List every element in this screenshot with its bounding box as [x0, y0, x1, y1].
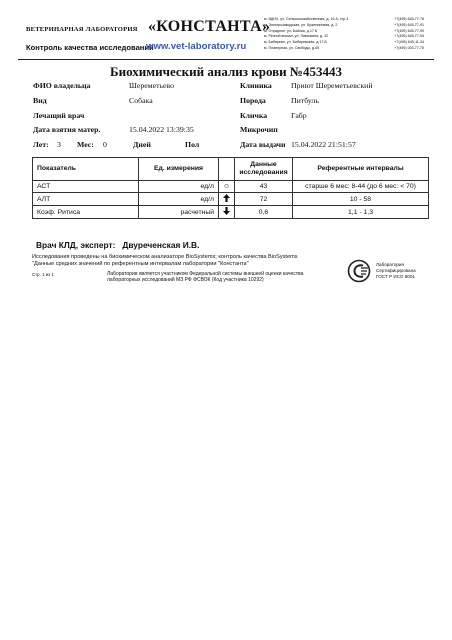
arrow-down-icon	[219, 206, 235, 219]
unit-cell: расчетный	[139, 206, 219, 219]
breed-label: Порода	[240, 96, 266, 105]
report-title: Биохимический анализ крови №453443	[110, 64, 342, 79]
reference-cell: старше 6 мес: 8-44 (до 6 мес: < 70)	[293, 181, 429, 193]
owner-label: ФИО владельца	[33, 81, 91, 90]
species-value: Собака	[129, 96, 153, 105]
lab-website-link[interactable]: www.vet-laboratory.ru	[146, 41, 247, 52]
header-divider	[18, 59, 434, 60]
note-line: лабораторных исследований МЗ РФ ФСВОК (Код участника 10292)	[107, 277, 264, 284]
indicator-name: Коэф. Ритиса	[33, 206, 139, 219]
doctor-name: Двуреченская И.В.	[122, 240, 200, 250]
nickname-value: Габр	[291, 111, 307, 120]
issue-date-value: 15.04.2022 21:51:57	[291, 140, 356, 149]
breed-value: Питбуль	[291, 96, 319, 105]
microchip-label: Микрочип	[240, 125, 278, 134]
sample-date-value: 15.04.2022 13:39:35	[129, 125, 194, 134]
reference-cell: 10 - 58	[293, 193, 429, 206]
nickname-label: Кличка	[240, 111, 268, 120]
results-table	[32, 157, 429, 219]
certification-text	[376, 262, 436, 280]
years-label: Лет:	[33, 140, 49, 149]
column-header: Ед. измерения	[139, 158, 219, 181]
value-cell: 0,6	[235, 206, 293, 219]
doctor-label: Врач КЛД, эксперт:	[36, 240, 116, 250]
phone-text: +7(495) 003-77-75	[394, 45, 424, 50]
cert-line: Сертифицирована	[376, 268, 416, 273]
table-row	[33, 181, 429, 193]
indicator-name: АЛТ	[33, 193, 139, 206]
smiley-icon: ☺	[219, 181, 235, 193]
address-text: м. ВДНХ, ул. Сельскохозяйственная, д. 16 А, стр.3	[264, 17, 349, 21]
arrow-up-icon	[219, 193, 235, 206]
fsvok-note	[107, 271, 347, 284]
certification-logo-icon	[346, 259, 374, 283]
column-header: Данные исследования	[235, 158, 293, 181]
cert-line: Лаборатория	[376, 262, 404, 267]
address-text: м. Речной вокзал, ул. Лавочкина, д. 32	[264, 34, 329, 39]
column-header: Показатель	[33, 158, 139, 181]
column-header: Референтные интервалы	[293, 158, 429, 181]
table-header-row	[33, 158, 429, 181]
vet-label: Лечащий врач	[33, 111, 85, 120]
years-value: 3	[57, 140, 61, 149]
arrow-down-icon-shape	[223, 207, 230, 215]
clinic-label: Клиника	[240, 81, 272, 90]
issue-date-label: Дата выдачи	[240, 140, 286, 149]
page-header	[0, 0, 452, 60]
address-text: м. Электрозаводская, ул. Бужениновая, д. 2	[264, 22, 338, 27]
arrow-up-icon-shape	[223, 194, 230, 202]
sex-label: Пол	[185, 140, 200, 149]
table-row	[33, 206, 429, 219]
unit-cell: ед/л	[139, 181, 219, 193]
phone-text: +7(495) 645-11-34	[394, 40, 424, 44]
address-text: м. Планерная, ул. Свободы, д.65	[264, 45, 320, 50]
lab-subtitle: Контроль качества исследований	[26, 43, 154, 52]
cert-line: ГОСТ Р ИСО 9001	[376, 274, 415, 279]
lab-name: ВЕТЕРИНАРНАЯ ЛАБОРАТОРИЯ	[26, 26, 138, 33]
note-line: Лаборатория является участником Федеральной системы внешней оценки качества	[107, 271, 304, 277]
analyzer-note	[32, 254, 392, 268]
table-row	[33, 193, 429, 206]
phone-text: +7(495) 645-77-90	[394, 28, 424, 33]
address-text: м. Отрадное, ул. Бойкая, д.17 Б	[264, 28, 318, 33]
lab-brand: «КОНСТАНТА»	[148, 18, 271, 35]
sample-date-label: Дата взятия матер.	[33, 125, 101, 134]
note-line: "Данные средних значений по референтным интервалам лаборатории "Константа"	[32, 260, 249, 267]
reference-cell: 1,1 - 1,3	[293, 206, 429, 219]
column-header	[219, 158, 235, 181]
address-row	[264, 46, 424, 52]
value-cell: 72	[235, 193, 293, 206]
days-label: Дней	[133, 140, 151, 149]
owner-value: Шереметьево	[129, 81, 175, 90]
page-number: Стр. 1 из 1	[32, 272, 54, 277]
unit-cell: ед/л	[139, 193, 219, 206]
species-label: Вид	[33, 96, 47, 105]
value-cell: 43	[235, 181, 293, 193]
doctor-signature-line	[36, 240, 199, 250]
months-value: 0	[103, 140, 107, 149]
address-text: м. Бибирево, ул. Бибиревская, д.17-Б	[264, 40, 327, 44]
address-list	[264, 17, 424, 52]
phone-text: +7(495) 645-77-91	[394, 22, 424, 27]
phone-text: +7(495) 645-77-76	[394, 17, 424, 21]
indicator-name: АСТ	[33, 181, 139, 193]
clinic-value: Приют Шереметьевский	[291, 81, 373, 90]
phone-text: +7(495) 645-77-93	[394, 34, 424, 39]
note-line: Исследования проведены на биохимическом анализаторе BioSystems; контроль качества BioSystems	[32, 254, 298, 260]
months-label: Мес:	[77, 140, 94, 149]
